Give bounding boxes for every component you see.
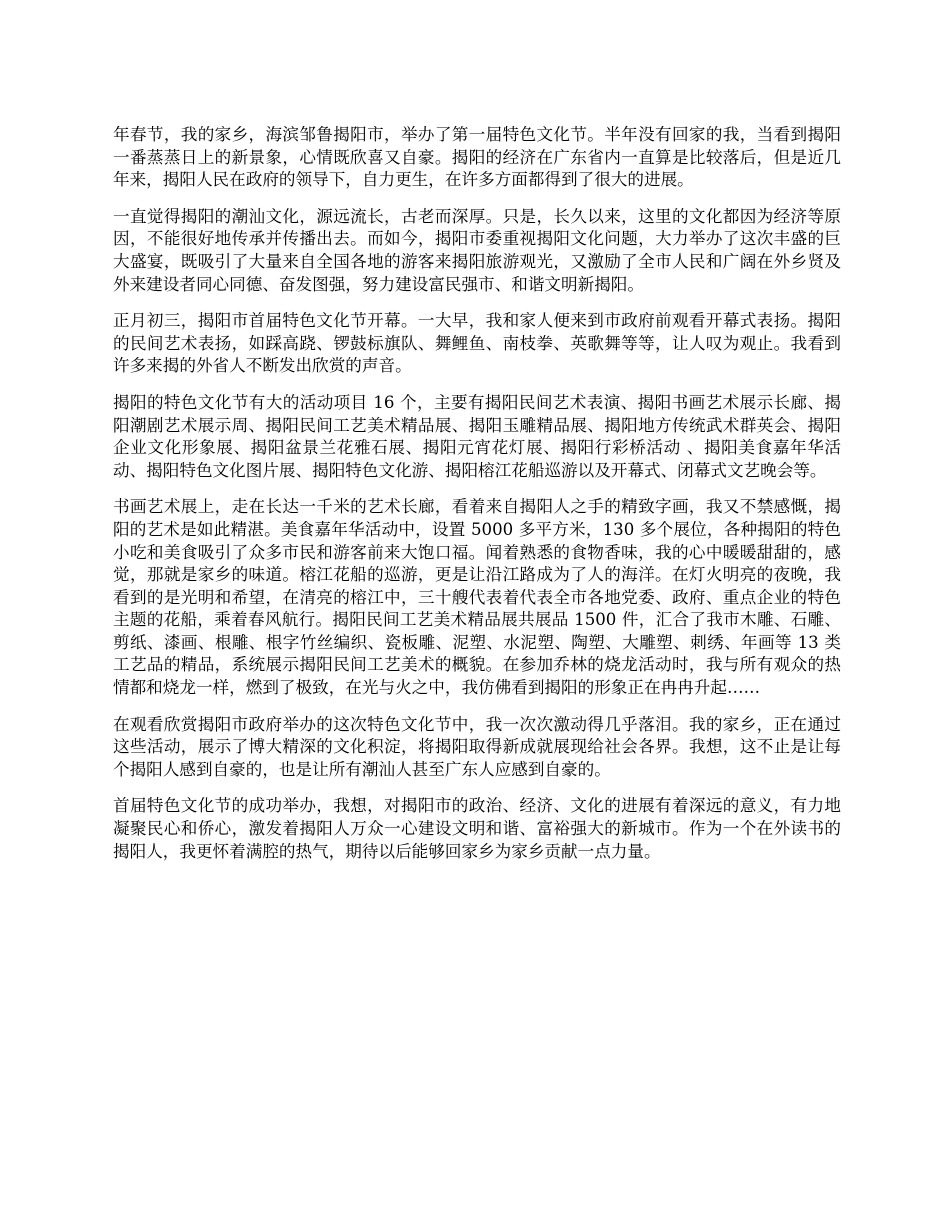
paragraph-4: 揭阳的特色文化节有大的活动项目 16 个，主要有揭阳民间艺术表演、揭阳书画艺术展示长廊、揭阳潮剧艺术展示周、揭阳民间工艺美术精品展、揭阳玉雕精品展、揭阳地方传统武术群英会、揭阳企业文化形象展、揭阳盆景兰花雅石展、揭阳元宵花灯展、揭阳行彩桥活动 、揭阳美食嘉年华活动、揭阳特色文化图片展、揭阳特色文化游、揭阳榕江花船巡游以及开幕式、闭幕式文艺晚会等。 [113, 392, 841, 480]
paragraph-1: 年春节，我的家乡，海滨邹鲁揭阳市，举办了第一届特色文化节。半年没有回家的我，当看到揭阳一番蒸蒸日上的新景象，心情既欣喜又自豪。揭阳的经济在广东省内一直算是比较落后，但是近几年来，揭阳人民在政府的领导下，自力更生，在许多方面都得到了很大的进展。 [113, 125, 841, 190]
paragraph-2: 一直觉得揭阳的潮汕文化，源远流长，古老而深厚。只是，长久以来，这里的文化都因为经济等原因，不能很好地传承并传播出去。而如今，揭阳市委重视揭阳文化问题，大力举办了这次丰盛的巨大盛宴，既吸引了大量来自全国各地的游客来揭阳旅游观光，又激励了全市人民和广阔在外乡贤及外来建设者同心同德、奋发图强，努力建设富民强市、和谐文明新揭阳。 [113, 206, 841, 294]
paragraph-6: 在观看欣赏揭阳市政府举办的这次特色文化节中，我一次次激动得几乎落泪。我的家乡，正在通过这些活动，展示了博大精深的文化积淀，将揭阳取得新成就展现给社会各界。我想，这不止是让每个揭阳人感到自豪的，也是让所有潮汕人甚至广东人应感到自豪的。 [113, 714, 841, 779]
paragraph-5: 书画艺术展上，走在长达一千米的艺术长廊，看着来自揭阳人之手的精致字画，我又不禁感慨，揭阳的艺术是如此精湛。美食嘉年华活动中，设置 5000 多平方米，130 多个展位，各种揭阳的特色小吃和美食吸引了众多市民和游客前来大饱口福。闻着熟悉的食物香味，我的心中暖暖甜甜的，感觉，那就是家乡的味道。榕江花船的巡游，更是让沿江路成为了人的海洋。在灯火明亮的夜晚，我看到的是光明和希望，在清亮的榕江中，三十艘代表着代表全市各地党委、政府、重点企业的特色主题的花船，乘着春风航行。揭阳民间工艺美术精品展共展品 1500 件，汇合了我市木雕、石雕、剪纸、漆画、根雕、根字竹丝编织、瓷板雕、泥塑、水泥塑、陶塑、大雕塑、刺绣、年画等 13 类工艺品的精品，系统展示揭阳民间工艺美术的概貌。在参加乔林的烧龙活动时，我与所有观众的热情都和烧龙一样，燃到了极致，在光与火之中，我仿佛看到揭阳的形象正在冉冉升起…… [113, 497, 841, 698]
document-page [113, 124, 841, 877]
paragraph-7: 首届特色文化节的成功举办，我想，对揭阳市的政治、经济、文化的进展有着深远的意义，有力地凝聚民心和侨心，激发着揭阳人万众一心建设文明和谐、富裕强大的新城市。作为一个在外读书的揭阳人，我更怀着满腔的热气，期待以后能够回家乡为家乡贡献一点力量。 [113, 796, 841, 861]
paragraph-3: 正月初三，揭阳市首届特色文化节开幕。一大早，我和家人便来到市政府前观看开幕式表扬。揭阳的民间艺术表扬，如踩高跷、锣鼓标旗队、舞鲤鱼、南枝拳、英歌舞等等，让人叹为观止。我看到许多来揭的外省人不断发出欣赏的声音。 [113, 311, 841, 376]
